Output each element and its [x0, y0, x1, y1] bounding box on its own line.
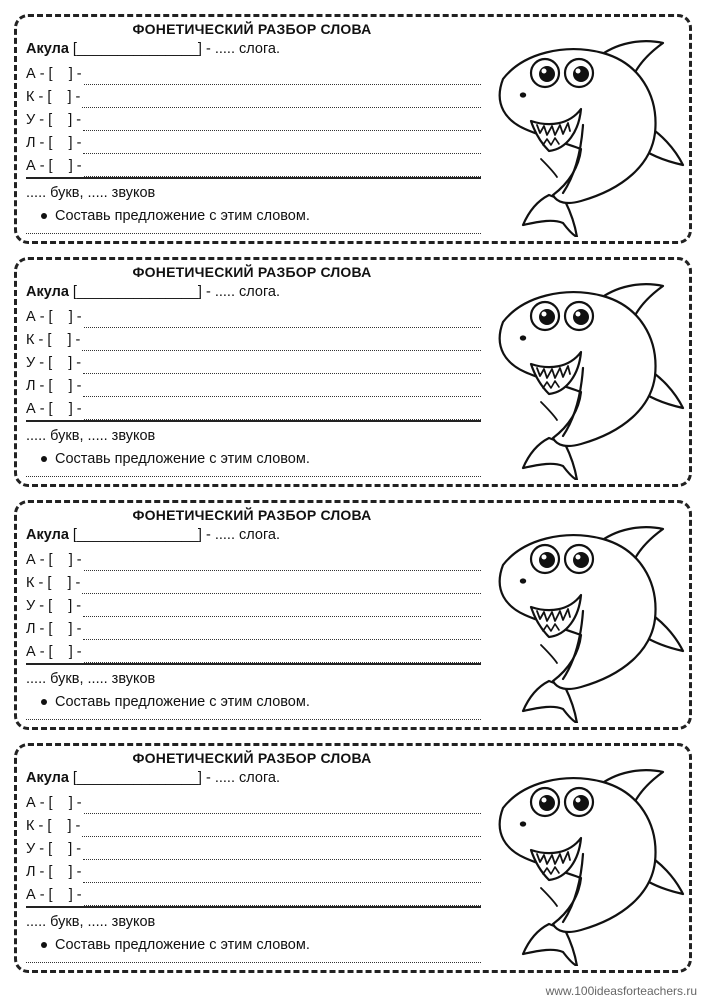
answer-line — [82, 91, 481, 108]
letter-row — [26, 131, 481, 154]
letter-row — [26, 397, 481, 420]
letter-label: А - [ ] - — [26, 66, 82, 82]
word-line — [26, 527, 280, 543]
letters-sounds-count: ..... букв, ..... звуков — [26, 914, 156, 930]
transcription-blank: [_______________] — [72, 770, 202, 786]
phonetic-card-2 — [14, 257, 692, 487]
task-text: Составь предложение с этим словом. — [55, 937, 310, 953]
letter-label: А - [ ] - — [26, 795, 82, 811]
letters-sounds-count: ..... букв, ..... звуков — [26, 185, 156, 201]
letter-row — [26, 374, 481, 397]
letter-row — [26, 837, 481, 860]
sentence-answer-line — [26, 476, 481, 477]
letter-row — [26, 548, 481, 571]
syllables-text: - ..... слога. — [201, 284, 281, 300]
transcription-blank: [_______________] — [72, 527, 202, 543]
letter-row — [26, 571, 481, 594]
answer-line — [84, 160, 481, 177]
bullet-icon — [41, 699, 47, 705]
letter-rows — [26, 305, 481, 420]
answer-line — [82, 577, 481, 594]
phonetic-card-1 — [14, 14, 692, 244]
analyzed-word: Акула — [26, 284, 69, 300]
letter-row — [26, 108, 481, 131]
footer-site: www.100ideasforteachers.ru — [545, 984, 697, 998]
letter-row — [26, 594, 481, 617]
letter-label: Л - [ ] - — [26, 621, 82, 637]
phonetic-card-4 — [14, 743, 692, 973]
answer-line — [84, 797, 481, 814]
letter-label: У - [ ] - — [26, 112, 82, 128]
letter-label: К - [ ] - — [26, 818, 81, 834]
letter-label: А - [ ] - — [26, 644, 82, 660]
answer-line — [83, 866, 481, 883]
shark-icon — [483, 25, 688, 237]
word-line — [26, 770, 280, 786]
card-title: ФОНЕТИЧЕСКИЙ РАЗБОР СЛОВА — [132, 507, 372, 523]
letter-row — [26, 328, 481, 351]
task-bullet — [41, 694, 310, 710]
answer-line — [84, 68, 481, 85]
answer-line — [84, 646, 481, 663]
analyzed-word: Акула — [26, 770, 69, 786]
answer-line — [83, 600, 481, 617]
task-text: Составь предложение с этим словом. — [55, 694, 310, 710]
sentence-answer-line — [26, 233, 481, 234]
letter-label: К - [ ] - — [26, 332, 81, 348]
answer-line — [84, 554, 481, 571]
letter-label: Л - [ ] - — [26, 864, 82, 880]
shark-icon — [483, 511, 688, 723]
answer-line — [83, 623, 481, 640]
word-line — [26, 284, 280, 300]
task-text: Составь предложение с этим словом. — [55, 208, 310, 224]
answer-line — [84, 403, 481, 420]
shark-icon — [483, 268, 688, 480]
divider-line — [26, 663, 481, 665]
letter-label: А - [ ] - — [26, 309, 82, 325]
letter-row — [26, 860, 481, 883]
letter-label: А - [ ] - — [26, 401, 82, 417]
sentence-answer-line — [26, 962, 481, 963]
letter-row — [26, 814, 481, 837]
letter-label: К - [ ] - — [26, 89, 81, 105]
letter-rows — [26, 791, 481, 906]
letter-row — [26, 617, 481, 640]
transcription-blank: [_______________] — [72, 41, 202, 57]
task-bullet — [41, 937, 310, 953]
letter-label: У - [ ] - — [26, 355, 82, 371]
answer-line — [83, 137, 481, 154]
shark-icon — [483, 754, 688, 966]
bullet-icon — [41, 942, 47, 948]
letter-row — [26, 883, 481, 906]
divider-line — [26, 420, 481, 422]
answer-line — [84, 889, 481, 906]
analyzed-word: Акула — [26, 41, 69, 57]
answer-line — [84, 311, 481, 328]
letter-rows — [26, 548, 481, 663]
transcription-blank: [_______________] — [72, 284, 202, 300]
syllables-text: - ..... слога. — [201, 527, 281, 543]
analyzed-word: Акула — [26, 527, 69, 543]
letter-row — [26, 305, 481, 328]
bullet-icon — [41, 213, 47, 219]
task-text: Составь предложение с этим словом. — [55, 451, 310, 467]
syllables-text: - ..... слога. — [201, 770, 281, 786]
task-bullet — [41, 208, 310, 224]
letter-label: А - [ ] - — [26, 887, 82, 903]
bullet-icon — [41, 456, 47, 462]
letters-sounds-count: ..... букв, ..... звуков — [26, 428, 156, 444]
letters-sounds-count: ..... букв, ..... звуков — [26, 671, 156, 687]
card-title: ФОНЕТИЧЕСКИЙ РАЗБОР СЛОВА — [132, 21, 372, 37]
letter-label: У - [ ] - — [26, 598, 82, 614]
divider-line — [26, 177, 481, 179]
letter-row — [26, 791, 481, 814]
answer-line — [82, 820, 481, 837]
letter-row — [26, 85, 481, 108]
letter-row — [26, 154, 481, 177]
letter-row — [26, 640, 481, 663]
letter-rows — [26, 62, 481, 177]
answer-line — [83, 380, 481, 397]
card-title: ФОНЕТИЧЕСКИЙ РАЗБОР СЛОВА — [132, 750, 372, 766]
card-title: ФОНЕТИЧЕСКИЙ РАЗБОР СЛОВА — [132, 264, 372, 280]
phonetic-card-3 — [14, 500, 692, 730]
letter-label: А - [ ] - — [26, 552, 82, 568]
answer-line — [83, 114, 481, 131]
divider-line — [26, 906, 481, 908]
letter-label: К - [ ] - — [26, 575, 81, 591]
letter-label: Л - [ ] - — [26, 135, 82, 151]
answer-line — [83, 357, 481, 374]
letter-label: А - [ ] - — [26, 158, 82, 174]
answer-line — [83, 843, 481, 860]
task-bullet — [41, 451, 310, 467]
answer-line — [82, 334, 481, 351]
letter-row — [26, 351, 481, 374]
sentence-answer-line — [26, 719, 481, 720]
word-line — [26, 41, 280, 57]
syllables-text: - ..... слога. — [201, 41, 281, 57]
letter-label: Л - [ ] - — [26, 378, 82, 394]
letter-row — [26, 62, 481, 85]
letter-label: У - [ ] - — [26, 841, 82, 857]
